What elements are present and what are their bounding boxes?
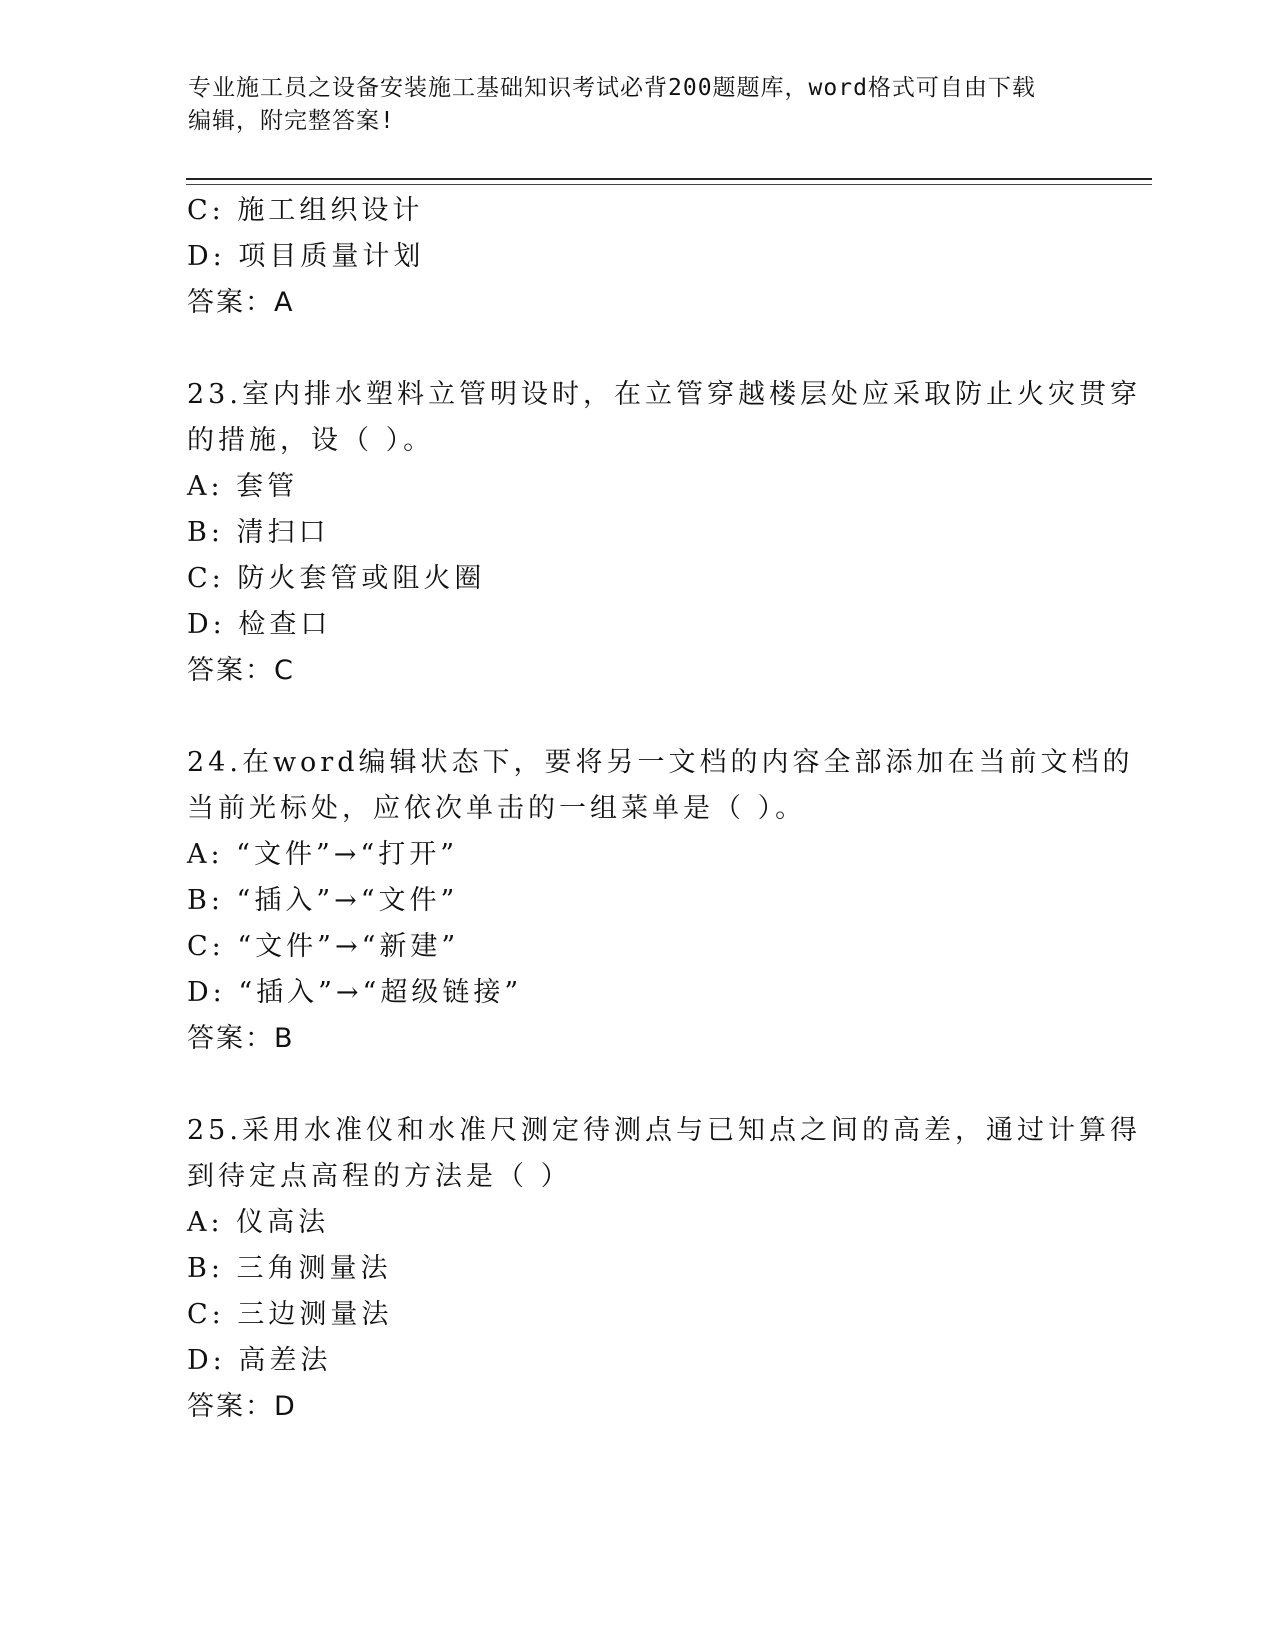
- question-23: [187, 372, 1141, 694]
- option-c: C: 防火套管或阻火圈: [187, 563, 486, 594]
- answer: 答案：A: [187, 287, 295, 318]
- option-d: D: 高差法: [187, 1345, 332, 1376]
- header-divider-thin: [186, 184, 1152, 185]
- spacer: [187, 1062, 1087, 1108]
- question-text-line-2: 当前光标处，应依次单击的一组菜单是（ ）。: [187, 793, 807, 824]
- question-content: [187, 188, 1141, 1430]
- question-25: [187, 1108, 1141, 1430]
- option-a: A: “文件”→“打开”: [187, 839, 459, 870]
- question-text-line-1: 24.在word编辑状态下，要将另一文档的内容全部添加在当前文档的: [187, 747, 1134, 778]
- option-c: C: 三边测量法: [187, 1299, 393, 1330]
- option-b: B: 清扫口: [187, 517, 330, 548]
- option-a: A: 仪高法: [187, 1207, 330, 1238]
- option-b: B: 三角测量法: [187, 1253, 392, 1284]
- question-text-line-1: 23.室内排水塑料立管明设时，在立管穿越楼层处应采取防止火灾贯穿: [187, 379, 1141, 410]
- question-text-line-1: 25.采用水准仪和水准尺测定待测点与已知点之间的高差，通过计算得: [187, 1115, 1141, 1146]
- spacer: [187, 326, 1087, 372]
- option-a: A: 套管: [187, 471, 299, 502]
- carryover-question: [187, 188, 1087, 326]
- option-d: D: “插入”→“超级链接”: [187, 977, 523, 1008]
- option-d: D: 检查口: [187, 609, 332, 640]
- question-text-line-2: 的措施，设（ ）。: [187, 425, 435, 456]
- option-c: C: “文件”→“新建”: [187, 931, 460, 962]
- document-header: [188, 72, 1068, 138]
- answer: 答案：B: [187, 1023, 295, 1054]
- header-line-2: 编辑，附完整答案!: [188, 108, 395, 134]
- answer: 答案：C: [187, 655, 295, 686]
- option-c: C: 施工组织设计: [187, 195, 424, 226]
- option-d: D: 项目质量计划: [187, 241, 425, 272]
- question-text-line-2: 到待定点高程的方法是（ ）: [187, 1161, 572, 1192]
- question-24: [187, 740, 1134, 1062]
- spacer: [187, 694, 1087, 740]
- header-line-1: 专业施工员之设备安装施工基础知识考试必背200题题库，word格式可自由下载: [188, 75, 1036, 101]
- option-b: B: “插入”→“文件”: [187, 885, 459, 916]
- answer: 答案：D: [187, 1391, 297, 1422]
- header-divider-thick: [186, 178, 1152, 180]
